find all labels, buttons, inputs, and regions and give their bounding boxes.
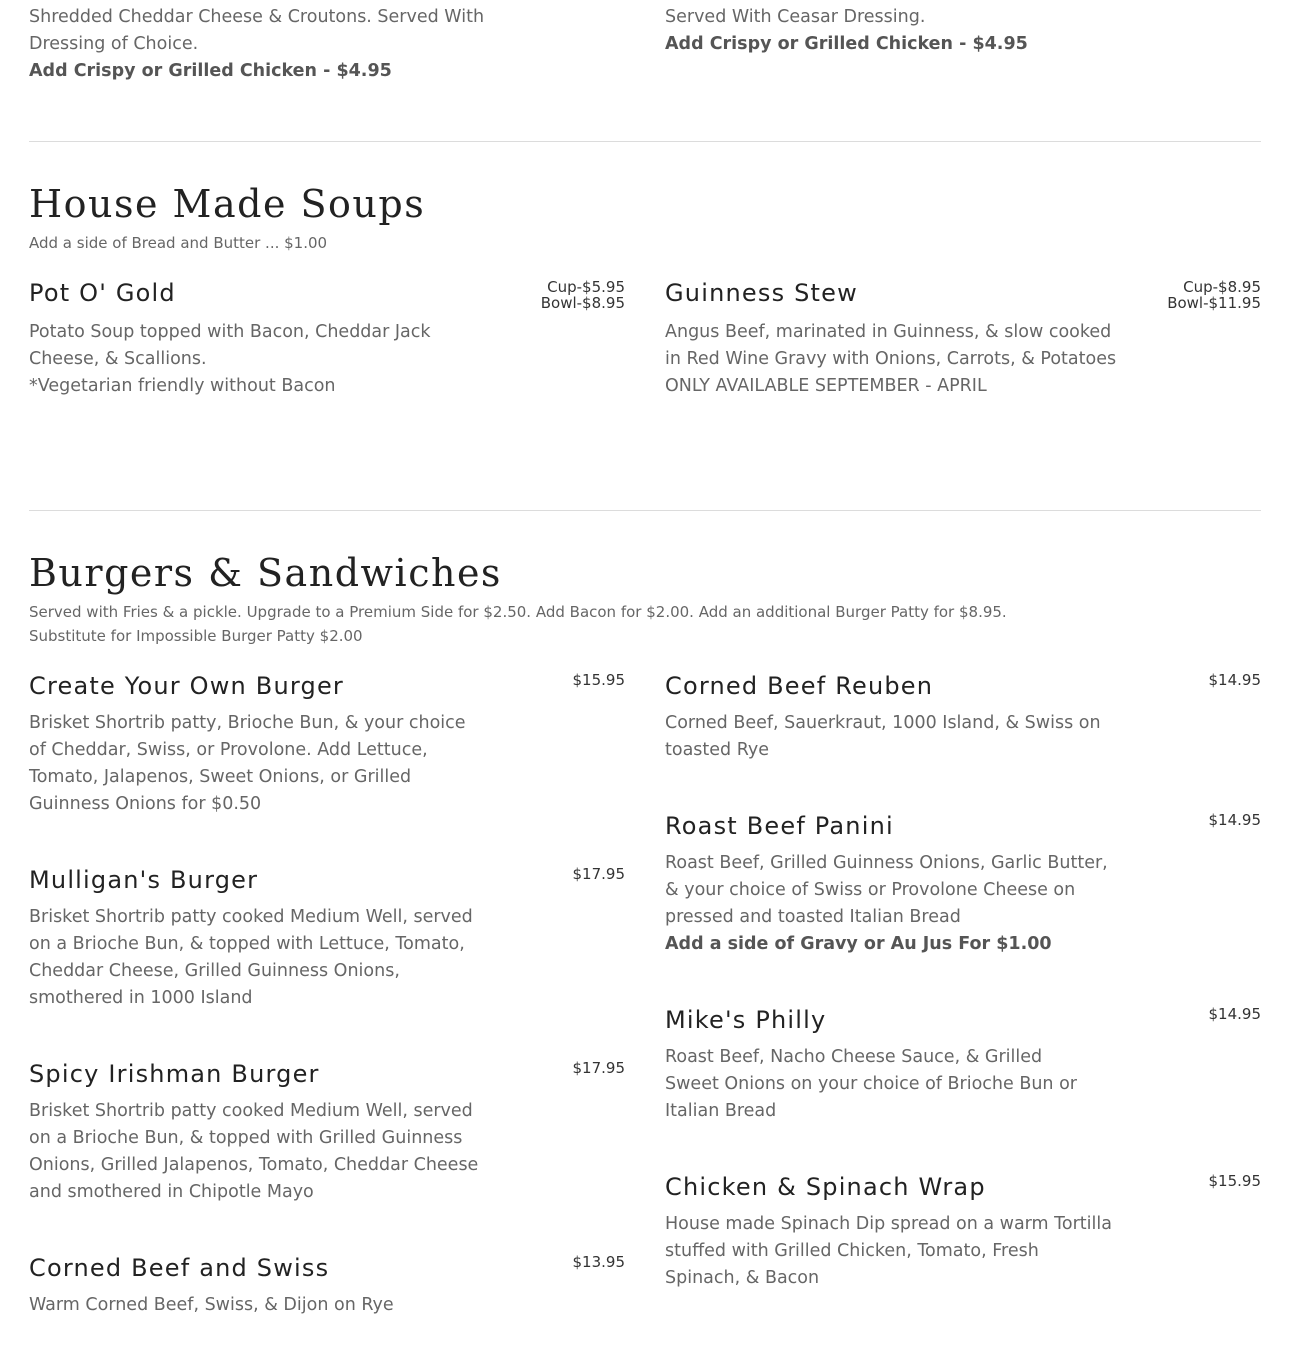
description-line: Cheese, & Scallions. bbox=[29, 349, 207, 369]
menu-item-description bbox=[665, 319, 1116, 400]
price-bowl: Bowl-$11.95 bbox=[1167, 294, 1261, 312]
description-line: Spinach, & Bacon bbox=[665, 1268, 820, 1288]
menu-item-name: Spicy Irishman Burger bbox=[29, 1060, 320, 1088]
description-line: *Vegetarian friendly without Bacon bbox=[29, 376, 336, 396]
description-line: Corned Beef, Sauerkraut, 1000 Island, & Swiss on bbox=[665, 713, 1101, 733]
menu-item-price: $14.95 bbox=[1208, 671, 1261, 689]
add-side-note: Add a side of Gravy or Au Jus For $1.00 bbox=[665, 934, 1052, 954]
description-line: Brisket Shortrib patty, Brioche Bun, & your choice bbox=[29, 713, 466, 733]
description-line: Dressing of Choice. bbox=[29, 34, 199, 54]
description-line: House made Spinach Dip spread on a warm Tortilla bbox=[665, 1214, 1112, 1234]
section-note-burgers bbox=[29, 600, 1007, 648]
section-title-soups: House Made Soups bbox=[29, 182, 426, 226]
description-line: smothered in 1000 Island bbox=[29, 988, 253, 1008]
menu-item-description bbox=[29, 319, 431, 400]
description-line: Roast Beef, Grilled Guinness Onions, Garlic Butter, bbox=[665, 853, 1108, 873]
menu-item-price: $13.95 bbox=[572, 1253, 625, 1271]
description-line: Potato Soup topped with Bacon, Cheddar Jack bbox=[29, 322, 431, 342]
description-line: Onions, Grilled Jalapenos, Tomato, Cheddar Cheese bbox=[29, 1155, 479, 1175]
add-chicken-note: Add Crispy or Grilled Chicken - $4.95 bbox=[29, 61, 392, 81]
description-line: Brisket Shortrib patty cooked Medium Well, served bbox=[29, 907, 473, 927]
menu-item-name: Chicken & Spinach Wrap bbox=[665, 1173, 986, 1201]
menu-item-price: $17.95 bbox=[572, 1059, 625, 1077]
description-line: Brisket Shortrib patty cooked Medium Well, served bbox=[29, 1101, 473, 1121]
section-divider bbox=[29, 510, 1261, 511]
description-line: pressed and toasted Italian Bread bbox=[665, 907, 961, 927]
menu-item-price: $15.95 bbox=[572, 671, 625, 689]
description-line: toasted Rye bbox=[665, 740, 770, 760]
price-cup: Cup-$5.95 bbox=[547, 278, 625, 296]
menu-item-price: $17.95 bbox=[572, 865, 625, 883]
description-line: Roast Beef, Nacho Cheese Sauce, & Grilled bbox=[665, 1047, 1043, 1067]
section-divider bbox=[29, 141, 1261, 142]
note-line: Substitute for Impossible Burger Patty $2.00 bbox=[29, 627, 363, 645]
menu-item-price bbox=[541, 279, 625, 311]
menu-item-price: $14.95 bbox=[1208, 811, 1261, 829]
menu-item-name: Corned Beef and Swiss bbox=[29, 1254, 330, 1282]
menu-item-price: $15.95 bbox=[1208, 1172, 1261, 1190]
menu-item-description bbox=[29, 904, 473, 1012]
note-line: Served with Fries & a pickle. Upgrade to a Premium Side for $2.50. Add Bacon for $2.00. Add an additional Burger Patty for $8.95. bbox=[29, 603, 1007, 621]
add-chicken-note: Add Crispy or Grilled Chicken - $4.95 bbox=[665, 34, 1028, 54]
description-line: of Cheddar, Swiss, or Provolone. Add Lettuce, bbox=[29, 740, 428, 760]
description-line: Angus Beef, marinated in Guinness, & slow cooked bbox=[665, 322, 1112, 342]
description-line: Served With Ceasar Dressing. bbox=[665, 7, 926, 27]
menu-item-description bbox=[665, 710, 1101, 764]
menu-item-description bbox=[29, 1098, 478, 1206]
menu-item-price: $14.95 bbox=[1208, 1005, 1261, 1023]
price-bowl: Bowl-$8.95 bbox=[540, 294, 625, 312]
menu-item-name: Mulligan's Burger bbox=[29, 866, 259, 894]
description-line: on a Brioche Bun, & topped with Grilled Guinness bbox=[29, 1128, 463, 1148]
menu-item-name: Corned Beef Reuben bbox=[665, 672, 934, 700]
description-line: Shredded Cheddar Cheese & Croutons. Served With bbox=[29, 7, 485, 27]
menu-item-price bbox=[1167, 279, 1261, 311]
description-line: Guinness Onions for $0.50 bbox=[29, 794, 262, 814]
description-line: ONLY AVAILABLE SEPTEMBER - APRIL bbox=[665, 376, 987, 396]
description-line: stuffed with Grilled Chicken, Tomato, Fresh bbox=[665, 1241, 1039, 1261]
salad-right-description bbox=[665, 4, 1028, 58]
menu-item-name: Roast Beef Panini bbox=[665, 812, 894, 840]
description-line: & your choice of Swiss or Provolone Cheese on bbox=[665, 880, 1076, 900]
section-note-soups: Add a side of Bread and Butter ... $1.00 bbox=[29, 234, 328, 252]
menu-item-name: Pot O' Gold bbox=[29, 279, 176, 307]
description-line: and smothered in Chipotle Mayo bbox=[29, 1182, 314, 1202]
section-title-burgers: Burgers & Sandwiches bbox=[29, 551, 502, 595]
description-line: on a Brioche Bun, & topped with Lettuce, Tomato, bbox=[29, 934, 465, 954]
description-line: Warm Corned Beef, Swiss, & Dijon on Rye bbox=[29, 1295, 394, 1315]
menu-item-description bbox=[665, 1211, 1112, 1292]
description-line: in Red Wine Gravy with Onions, Carrots, & Potatoes bbox=[665, 349, 1117, 369]
menu-item-description bbox=[29, 710, 466, 818]
price-cup: Cup-$8.95 bbox=[1183, 278, 1261, 296]
description-line: Italian Bread bbox=[665, 1101, 777, 1121]
menu-item-description bbox=[665, 850, 1108, 958]
salad-left-description bbox=[29, 4, 484, 85]
description-line: Cheddar Cheese, Grilled Guinness Onions, bbox=[29, 961, 400, 981]
menu-item-description bbox=[29, 1292, 394, 1319]
menu-item-name: Mike's Philly bbox=[665, 1006, 827, 1034]
description-line: Tomato, Jalapenos, Sweet Onions, or Grilled bbox=[29, 767, 412, 787]
menu-item-description bbox=[665, 1044, 1077, 1125]
menu-item-name: Guinness Stew bbox=[665, 279, 858, 307]
menu-item-name: Create Your Own Burger bbox=[29, 672, 344, 700]
description-line: Sweet Onions on your choice of Brioche Bun or bbox=[665, 1074, 1077, 1094]
